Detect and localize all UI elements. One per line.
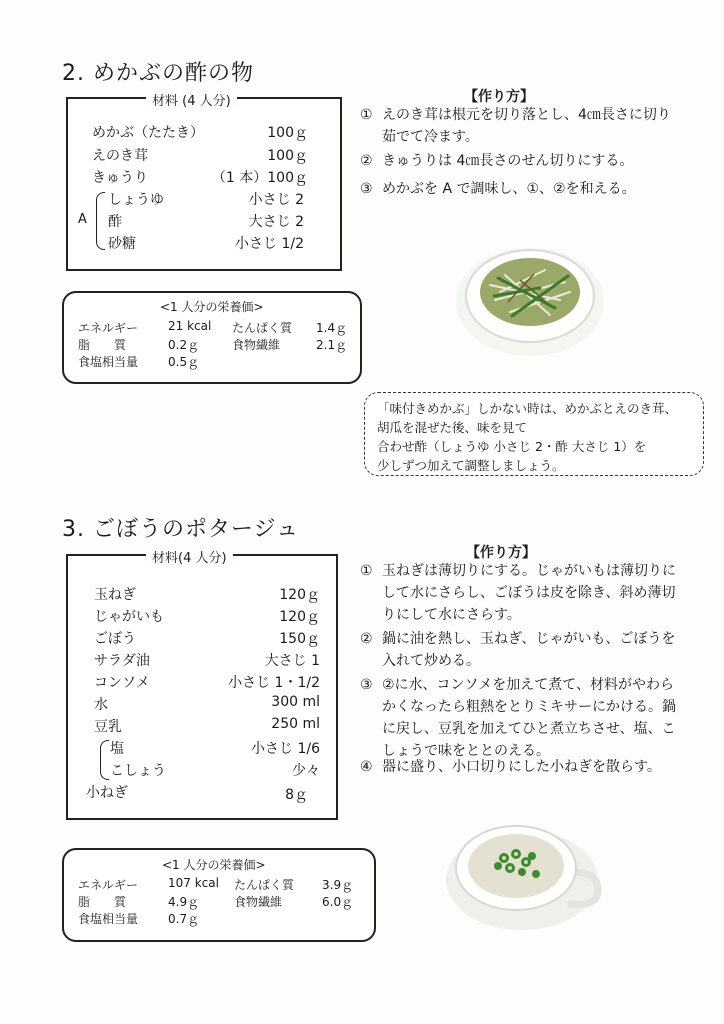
section-3-title: 3. ごぼうのポタージュ (62, 517, 300, 542)
tip-line: 少しずつ加えて調整しましょう。 (377, 458, 565, 473)
step-number: ③ (360, 677, 373, 693)
nutrition-value: 2.1ｇ (316, 338, 348, 352)
ingredient-amount: 大さじ 2 (248, 214, 304, 230)
nutrition-label: 食塩相当量 (78, 355, 139, 369)
ingredient-name: しょうゆ (108, 192, 164, 208)
tip-line: 合わせ酢（しょうゆ 小さじ 2・酢 大さじ 1）を (377, 439, 647, 454)
nutrition-label: エネルギー (78, 321, 139, 335)
nutrition-value: 0.5ｇ (168, 355, 200, 369)
nutrition-value: 3.9ｇ (322, 878, 354, 892)
nutrition-value: 4.9ｇ (168, 895, 200, 909)
ingredient-amount: 100ｇ (267, 148, 308, 164)
step-number: ① (360, 107, 373, 123)
nutrition-label: 食塩相当量 (78, 912, 139, 926)
ingredient-name: 砂糖 (108, 236, 136, 252)
ingredient-name: 水 (94, 697, 108, 713)
nutrition-value: 107 kcal (168, 876, 219, 890)
ingredient-name: 玉ねぎ (94, 587, 136, 603)
ingredient-amount: （1 本）100ｇ (211, 170, 308, 186)
ingredient-amount: 小さじ 1/2 (235, 236, 304, 252)
ingredient-amount: 300 ml (271, 694, 320, 710)
ingredient-amount: 150ｇ (279, 631, 320, 647)
ingredient-name: じゃがいも (94, 609, 164, 625)
step-number: ④ (360, 759, 373, 775)
step-text: えのき茸は根元を切り落とし、4㎝長さに切り茹でて冷ます。 (382, 107, 671, 145)
group-label-a: A (78, 212, 87, 227)
ingredient-amount: 100ｇ (267, 125, 308, 141)
how-to-title-3: 【作り方】 (466, 545, 536, 561)
nutrition-label: 脂 質 (78, 895, 127, 909)
step-number: ② (360, 153, 373, 169)
ingredient-amount: 小さじ 2 (248, 192, 304, 208)
ingredient-name: 塩 (110, 741, 124, 757)
ingredient-name: きゅうり (92, 170, 148, 186)
tip-line: 胡瓜を混ぜた後、味を見て (377, 420, 528, 435)
ingredient-name: ごぼう (94, 631, 136, 647)
tip-line: 「味付きめかぶ」しかない時は、めかぶとえのき茸、 (377, 401, 678, 416)
dish-photo-mekabu (450, 230, 610, 360)
ingredient-amount: 小さじ 1/6 (251, 741, 320, 757)
ingredients-label-3: 材料(4 人分) (146, 547, 233, 566)
nutrition-label: たんぱく質 (232, 321, 293, 335)
ingredient-amount: 120ｇ (279, 609, 320, 625)
ingredient-name: 豆乳 (94, 719, 122, 735)
ingredient-amount: 250 ml (271, 716, 320, 732)
ingredient-name: こしょう (110, 763, 166, 779)
step-text: 鍋に油を熱し、玉ねぎ、じゃがいも、ごぼうを入れて炒める。 (382, 631, 676, 669)
ingredient-amount: 少々 (292, 763, 320, 779)
nutrition-value: 0.2ｇ (168, 338, 200, 352)
ingredient-name: めかぶ（たたき） (92, 125, 204, 141)
group-brace (96, 192, 105, 250)
nutrition-value: 21 kcal (168, 319, 212, 333)
nutrition-label: 食物繊維 (234, 895, 283, 909)
ingredient-amount: 120ｇ (279, 587, 320, 603)
step-text: 玉ねぎは薄切りにする。じゃがいもは薄切りにして水にさらし、ごぼうは皮を除き、斜め薄切りにして水にさらす。 (382, 563, 676, 623)
nutrition-caption: <1 人分の栄養価> (160, 300, 264, 314)
nutrition-label: エネルギー (78, 878, 139, 892)
ingredients-label-2: 材料 (4 人分) (146, 90, 237, 109)
ingredient-amount: 小さじ 1・1/2 (228, 675, 320, 691)
step-number: ③ (360, 181, 373, 197)
ingredient-name: サラダ油 (94, 653, 150, 669)
step-number: ① (360, 563, 373, 579)
step-text: めかぶを A で調味し、①、②を和える。 (382, 181, 636, 197)
step-text: ②に水、コンソメを加えて煮て、材料がやわらかくなったら粗熱をとりミキサーにかける。鍋に戻し、豆乳を加えてひと煮立ちさせ、塩、こしょうで味をととのえる。 (382, 677, 676, 759)
group-brace (100, 740, 109, 780)
ingredient-name: えのき茸 (92, 148, 148, 164)
ingredient-name: 小ねぎ (86, 785, 128, 801)
nutrition-value: 0.7ｇ (168, 912, 200, 926)
step-text: 器に盛り、小口切りにした小ねぎを散らす。 (382, 759, 661, 775)
ingredient-amount: 大さじ 1 (264, 653, 320, 669)
section-2-title: 2. めかぶの酢の物 (62, 61, 254, 86)
step-text: きゅうりは 4㎝長さのせん切りにする。 (382, 153, 634, 169)
nutrition-value: 1.4ｇ (316, 321, 348, 335)
nutrition-label: 脂 質 (78, 338, 127, 352)
nutrition-value: 6.0ｇ (322, 895, 354, 909)
dish-photo-potage (444, 812, 604, 932)
nutrition-caption: <1 人分の栄養価> (162, 858, 266, 872)
tip-box (364, 392, 704, 476)
nutrition-label: たんぱく質 (234, 878, 295, 892)
ingredient-name: 酢 (108, 214, 122, 230)
ingredient-name: コンソメ (94, 675, 150, 691)
nutrition-label: 食物繊維 (232, 338, 281, 352)
how-to-title-2: 【作り方】 (464, 89, 534, 105)
ingredient-amount: 8ｇ (285, 787, 308, 803)
step-number: ② (360, 631, 373, 647)
